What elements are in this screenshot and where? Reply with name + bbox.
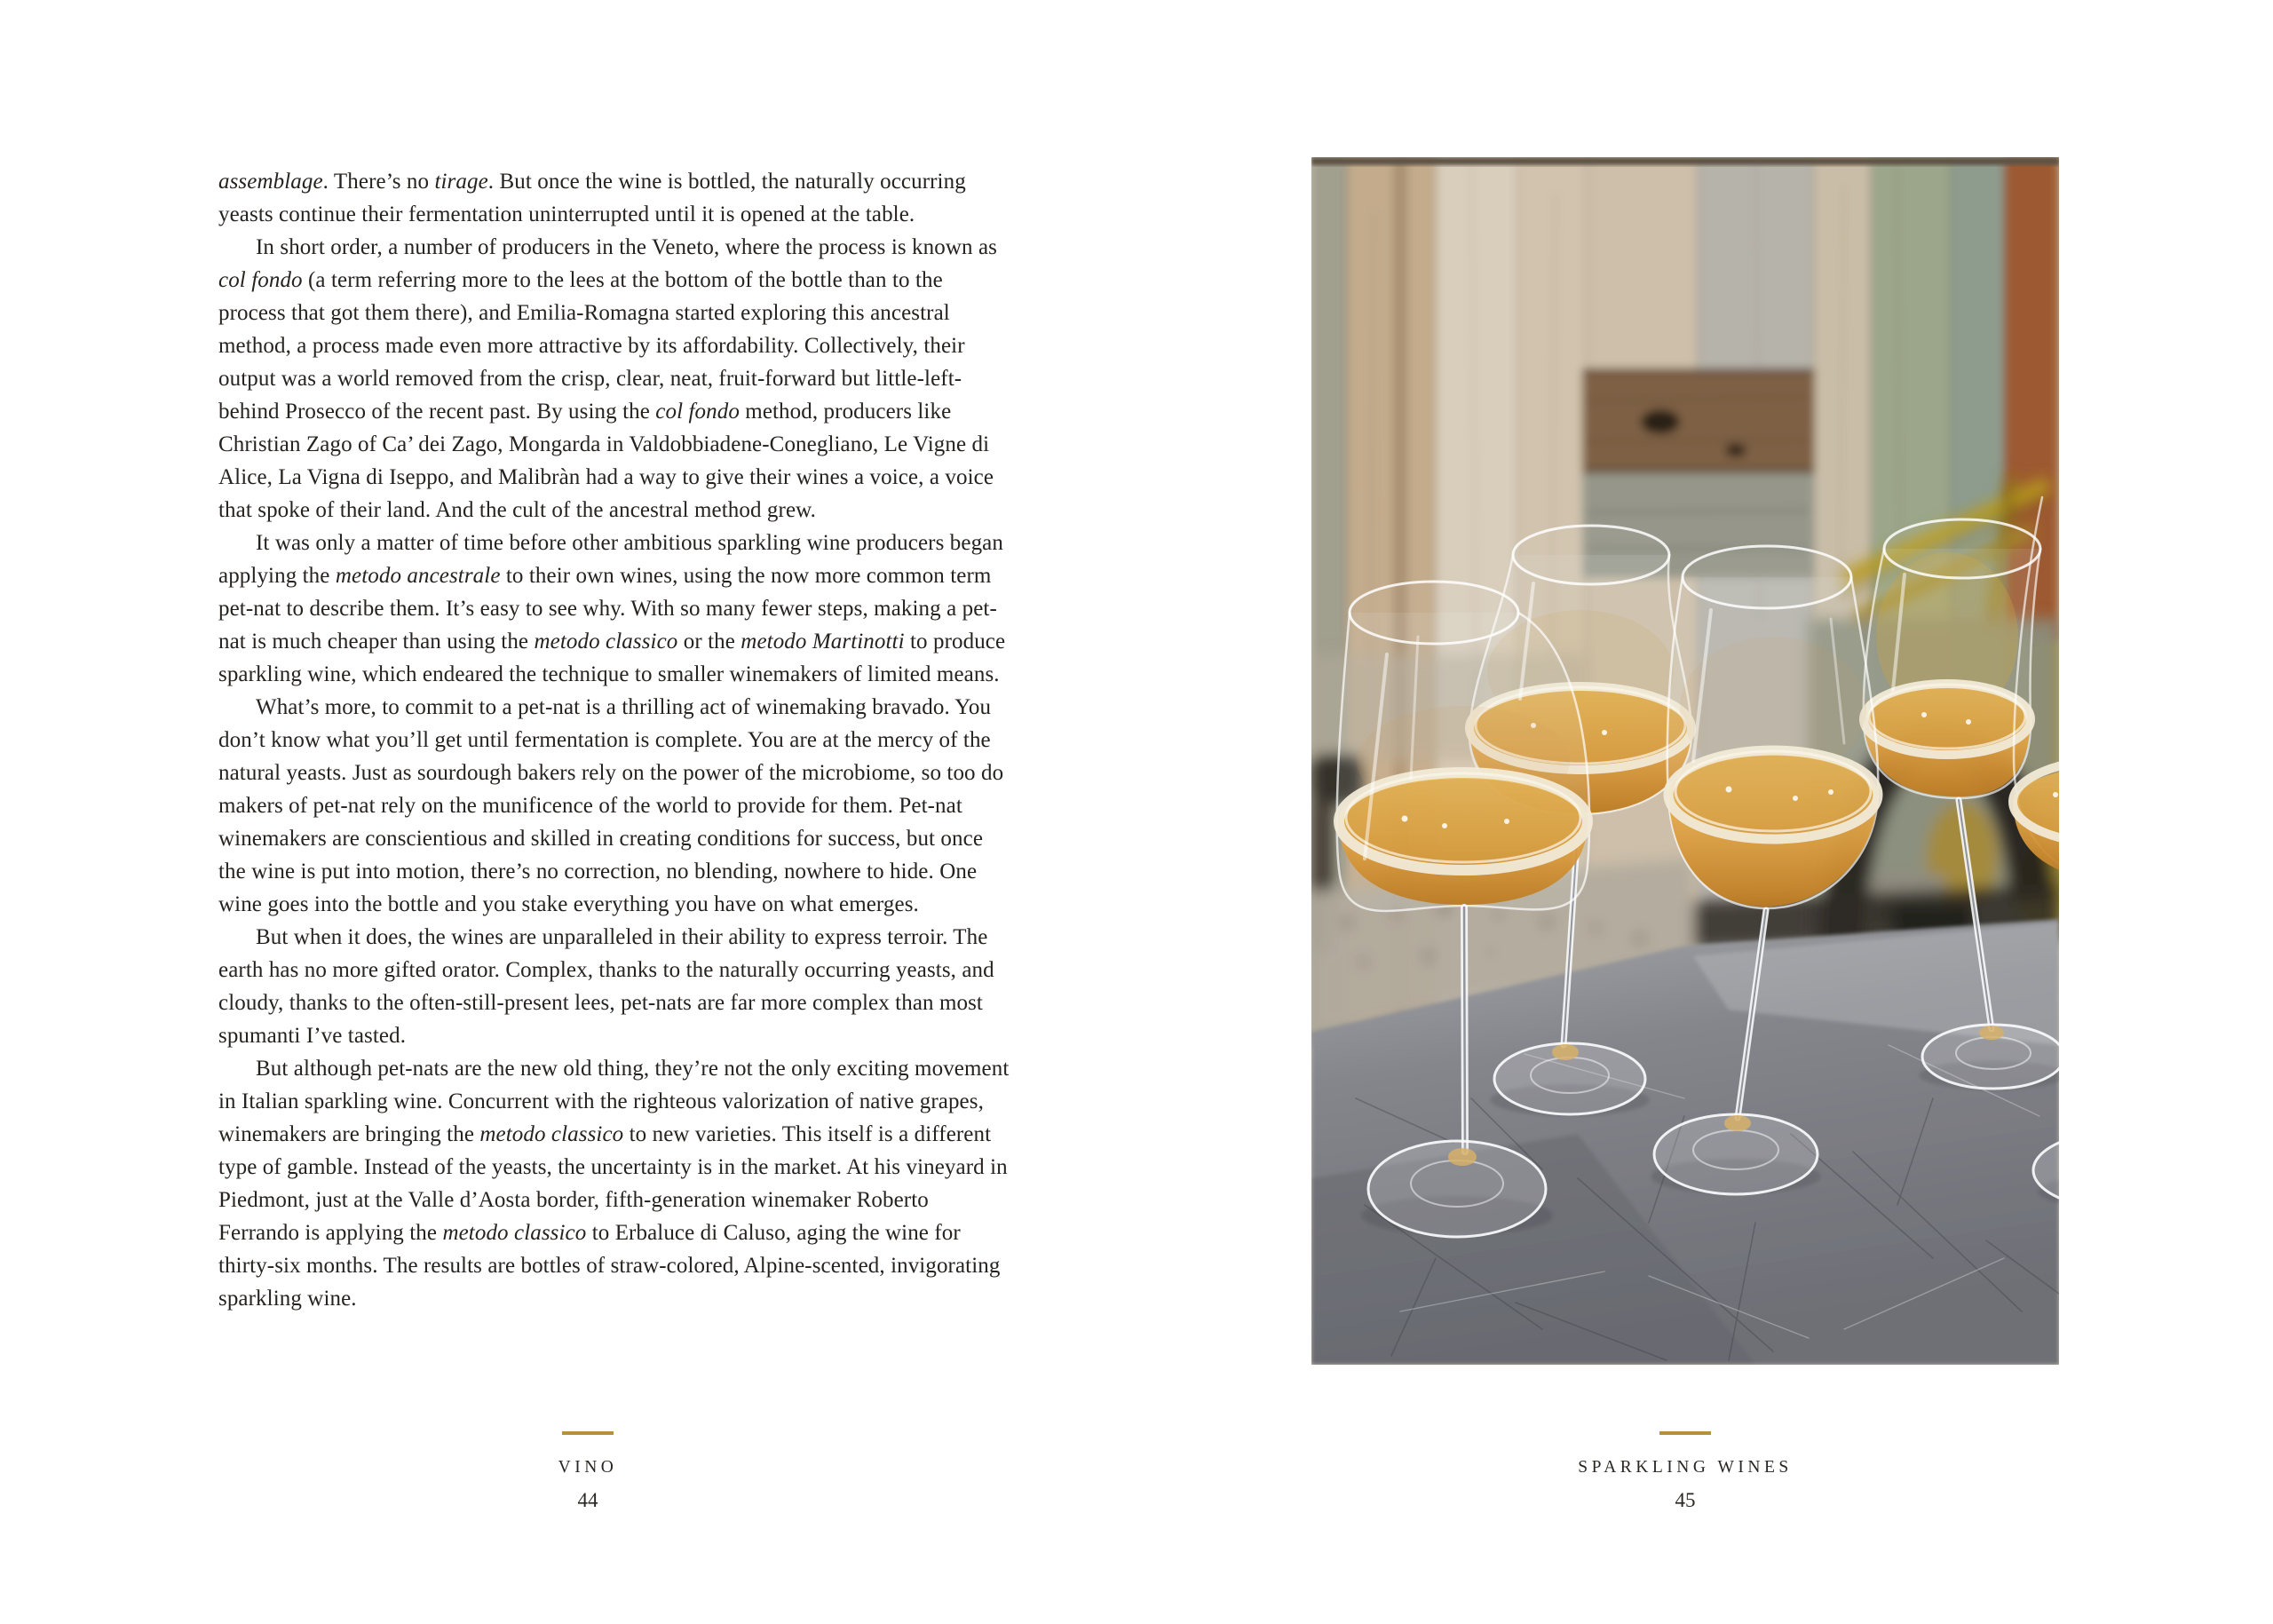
paragraph: In short order, a number of producers in the Veneto, where the process is known as col fondo (a term referring more to the lees at the bottom of the bottle than to the process that got them there), and Emilia-Romagna started exploring this ancestral method, a process made even more attractive by its affordability. Collectively, their output was a world removed from the crisp, clear, neat, fruit-forward but little-left-behind Prosecco of the recent past. By using the col fondo method, producers like Christian Zago of Ca’ dei Zago, Mongarda in Valdobbiadene-Conegliano, Le Vigne di Alice, La Vigna di Iseppo, and Malibràn had a way to give their wines a voice, a voice that spoke of their land. And the cult of the ancestral method grew. [218, 235, 997, 522]
paragraph: assemblage. There’s no tirage. But once the wine is bottled, the naturally occurring yeasts continue their fermentation uninterrupted until it is opened at the table. [218, 170, 966, 226]
paragraph: It was only a matter of time before other ambitious sparkling wine producers began applying the metodo ancestrale to their own wines, using the now more common term pet-nat to describe them. It’s easy to see why. With so many fewer steps, making a pet-nat is much cheaper than using the metodo classico or the metodo Martinotti to produce sparkling wine, which endeared the technique to smaller winemakers of limited means. [218, 531, 1006, 686]
paragraph: What’s more, to commit to a pet-nat is a thrilling act of winemaking bravado. You don’t know what you’ll get until fermentation is complete. You are at the mercy of the natural yeasts. Just as sourdough bakers rely on the power of the microbiome, so too do makers of pet-nat rely on the munificence of the world to provide for them. Pet-nat winemakers are conscientious and skilled in creating conditions for success, but once the wine is put into motion, there’s no correction, no blending, nowhere to hide. One wine goes into the bottle and you stake everything you have on what emerges. [218, 695, 1004, 916]
body-text [218, 165, 1010, 1315]
footer-rule [1659, 1431, 1711, 1435]
right-page-footer [1508, 1431, 1863, 1512]
wine-glasses-photo [1311, 157, 2059, 1365]
paragraph: But although pet-nats are the new old thing, they’re not the only exciting movement in Italian sparkling wine. Concurrent with the righteous valorization of native grapes, winemakers are bringing the metodo classico to new varieties. This itself is a different type of gamble. Instead of the yeasts, the uncertainty is in the market. At his vineyard in Piedmont, just at the Valle d’Aosta border, fifth-generation winemaker Roberto Ferrando is applying the metodo classico to Erbaluce di Caluso, aging the wine for thirty-six months. The results are bottles of straw-colored, Alpine-scented, invigorating sparkling wine. [218, 1057, 1010, 1311]
left-page-footer [410, 1431, 765, 1512]
paragraph: But when it does, the wines are unparalleled in their ability to express terroir. The earth has no more gifted orator. Complex, thanks to the naturally occurring yeasts, and cloudy, thanks to the often-still-present lees, pet-nats are far more complex than most spumanti I’ve tasted. [218, 925, 994, 1048]
running-footer-section: VINO [558, 1458, 618, 1477]
footer-rule [562, 1431, 614, 1435]
page-number: 45 [1675, 1489, 1696, 1511]
running-footer-section: SPARKLING WINES [1578, 1458, 1793, 1477]
page-number: 44 [577, 1489, 598, 1511]
photo-top-shadow [1311, 157, 2059, 165]
